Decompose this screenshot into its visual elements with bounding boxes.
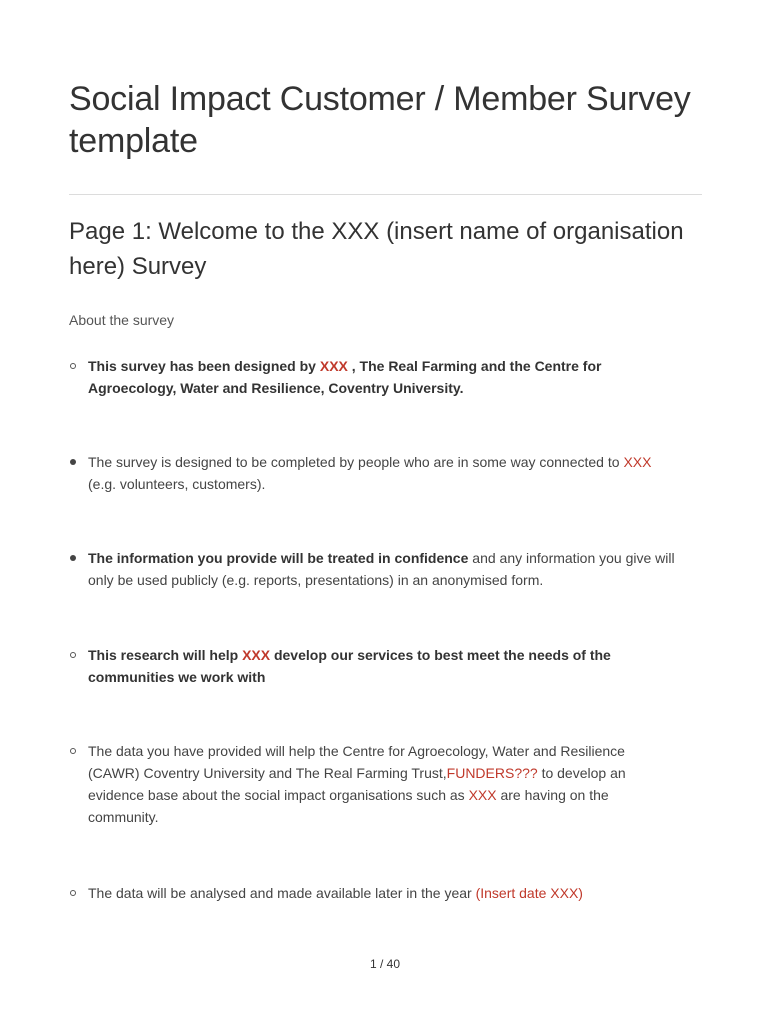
bullet-text: are having on the community. — [88, 787, 609, 825]
bullet-text: and any information you give will only be used publicly (e.g. reports, presentations) in an anonymised form. — [88, 550, 675, 588]
bullet-text-bold: The information you provide will be treated in confidence — [88, 550, 469, 566]
page-heading: Page 1: Welcome to the XXX (insert name of organisation here) Survey — [69, 218, 684, 280]
bullet-text: This survey has been designed by — [88, 358, 320, 374]
bullet-text: (e.g. volunteers, customers). — [88, 476, 266, 492]
bullet-text: The data you have provided will help the Centre for Agroecology, Water and Resilience (CAWR) Coventry University and The Real Farming Trust, — [88, 743, 625, 781]
filled-bullet-icon — [70, 459, 76, 465]
filled-bullet-icon — [70, 555, 76, 561]
placeholder-text: XXX — [319, 358, 348, 374]
list-item — [88, 644, 678, 688]
list-item — [88, 740, 678, 828]
page-indicator: 1 / 40 — [369, 957, 401, 971]
placeholder-text: (Insert date XXX) — [475, 885, 583, 901]
list-item — [88, 882, 678, 904]
bullet-text: This research will help — [88, 647, 243, 663]
section-label: About the survey — [69, 312, 175, 328]
placeholder-text: XXX — [623, 454, 652, 470]
document-title: Social Impact Customer / Member Survey template — [69, 80, 691, 160]
hollow-bullet-icon — [70, 652, 76, 658]
list-item — [88, 355, 678, 399]
bullet-text: The data will be analysed and made available later in the year — [88, 885, 476, 901]
hollow-bullet-icon — [70, 890, 76, 896]
placeholder-text: FUNDERS??? — [446, 765, 538, 781]
placeholder-text: XXX — [242, 647, 271, 663]
hollow-bullet-icon — [70, 363, 76, 369]
bullet-text: The survey is designed to be completed by people who are in some way connected to — [88, 454, 624, 470]
placeholder-text: XXX — [468, 787, 497, 803]
bullet-text: to develop an evidence base about the social impact organisations such as — [88, 765, 626, 803]
bullet-text: , The Real Farming and the Centre for Agroecology, Water and Resilience, Coventry University. — [88, 358, 602, 396]
hollow-bullet-icon — [70, 748, 76, 754]
list-item — [88, 451, 678, 495]
title-divider — [69, 194, 702, 195]
list-item — [88, 547, 678, 591]
bullet-text: develop our services to best meet the needs of the communities we work with — [88, 647, 611, 685]
